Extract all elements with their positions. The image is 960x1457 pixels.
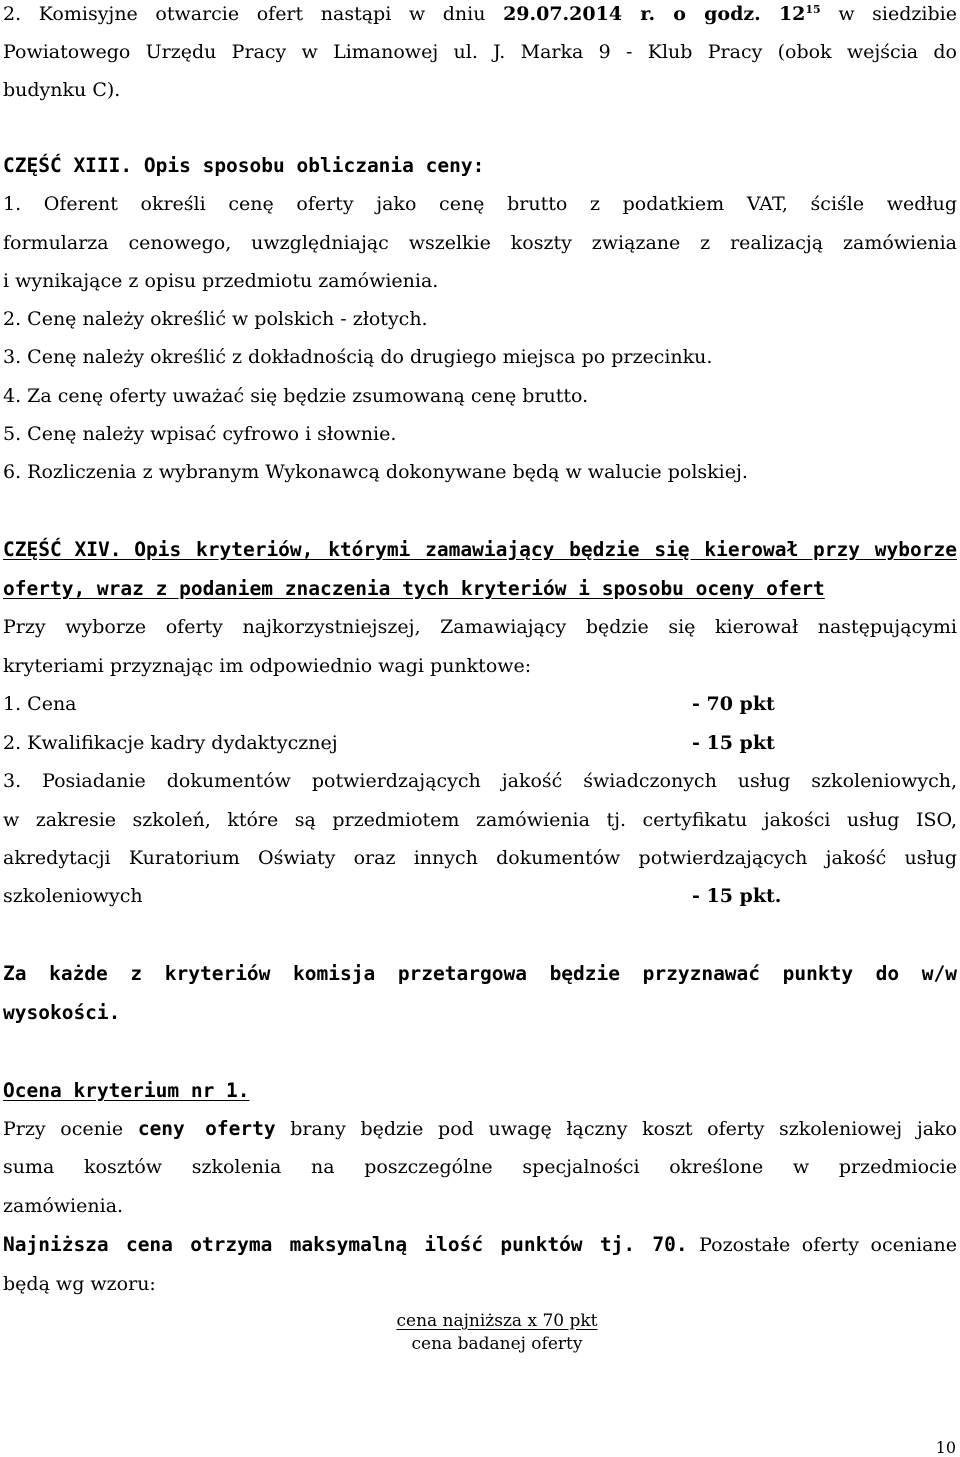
- section-xiii-item3: 3. Cenę należy określić z dokładnością do drugiego miejsca po przecinku.: [3, 346, 713, 368]
- assessment-text: Przy ocenie: [3, 1118, 138, 1140]
- criterion-3-line3: akredytacji Kuratorium Oświaty oraz innych dokumentów potwierdzających jakość usług: [3, 847, 957, 869]
- formula-numerator-text: cena najniższa x 70 pkt: [396, 1311, 598, 1331]
- section-xiv-heading-line2: oferty, wraz z podaniem znaczenia tych kryteriów i sposobu oceny ofert: [3, 577, 825, 600]
- criterion-2-points: - 15 pkt: [692, 732, 775, 754]
- opening-time-minutes: 15: [805, 3, 821, 16]
- section-xiv-intro-line1: Przy wyborze oferty najkorzystniejszej, Zamawiający będzie się kierował następującymi: [3, 616, 957, 638]
- criterion-1-points: - 70 pkt: [692, 693, 775, 715]
- section-xiii-heading: CZĘŚĆ XIII. Opis sposobu obliczania ceny:: [3, 154, 485, 177]
- criterion-2: [3, 731, 957, 755]
- criterion-3-line1: 3. Posiadanie dokumentów potwierdzających jakość świadczonych usług szkoleniowych,: [3, 770, 957, 792]
- assessment-heading: Ocena kryterium nr 1.: [3, 1079, 250, 1102]
- item2-text: 2. Komisyjne otwarcie ofert nastąpi w dniu: [3, 3, 504, 25]
- section-xiv-heading-line1: [3, 538, 957, 562]
- section-xii-item2-line2: Powiatowego Urzędu Pracy w Limanowej ul. J. Marka 9 - Klub Pracy (obok wejścia do: [3, 41, 957, 63]
- formula-numerator: [0, 1310, 960, 1332]
- section-xiii-item1-line2: formularza cenowego, uwzględniając wszelkie koszty związane z realizacją zamówienia: [3, 232, 957, 254]
- formula-denominator: cena badanej oferty: [411, 1334, 583, 1354]
- lowest-price-line2: będą wg wzoru:: [3, 1273, 156, 1295]
- page-number: 10: [935, 1438, 956, 1457]
- section-xiii-item4: 4. Za cenę oferty uważać się będzie zsumowaną cenę brutto.: [3, 385, 589, 407]
- section-xii-item2-line3: budynku C).: [3, 79, 121, 101]
- criterion-3-last-word: szkoleniowych: [3, 885, 143, 907]
- assessment-line1: [3, 1117, 957, 1141]
- assessment-text-end: brany będzie pod uwagę łączny koszt oferty szkoleniowej jako: [275, 1118, 957, 1140]
- section-xiv-intro-line2: kryteriami przyznając im odpowiednio wagi punktowe:: [3, 655, 532, 677]
- section-xii-item2-line1: [3, 2, 957, 26]
- commission-note-line2: wysokości.: [3, 1001, 121, 1024]
- commission-note-line1: Za każde z kryteriów komisja przetargowa będzie przyznawać punkty do w/w: [3, 962, 957, 985]
- criterion-3-line4: [3, 884, 957, 908]
- section-xiv-prefix: CZĘŚĆ XIV.: [3, 538, 122, 561]
- assessment-line3: zamówienia.: [3, 1195, 124, 1217]
- item2-text-end: w siedzibie: [820, 3, 957, 25]
- lowest-price-line1: [3, 1233, 957, 1257]
- section-xiii-item2: 2. Cenę należy określić w polskich - złotych.: [3, 308, 428, 330]
- criterion-3-points: - 15 pkt.: [692, 885, 782, 907]
- section-xiii-item5: 5. Cenę należy wpisać cyfrowo i słownie.: [3, 423, 397, 445]
- criterion-1: [3, 692, 957, 716]
- lowest-price-text: Pozostałe oferty oceniane: [687, 1234, 957, 1256]
- section-xiv-title: Opis kryteriów, którymi zamawiający będzie się kierował przy wyborze: [134, 538, 957, 561]
- assessment-line2: suma kosztów szkolenia na poszczególne specjalności określone w przedmiocie: [3, 1156, 957, 1178]
- section-xiii-item1-line3: i wynikające z opisu przedmiotu zamówienia.: [3, 270, 439, 292]
- section-xiii-item1-line1: 1. Oferent określi cenę oferty jako cenę brutto z podatkiem VAT, ściśle według: [3, 193, 957, 215]
- criterion-3-line2: w zakresie szkoleń, które są przedmiotem zamówienia tj. certyfikatu jakości usług ISO,: [3, 809, 957, 831]
- section-xiii-item6: 6. Rozliczenia z wybranym Wykonawcą dokonywane będą w walucie polskiej.: [3, 461, 748, 483]
- price-term: ceny oferty: [137, 1117, 276, 1140]
- opening-date: 29.07.2014 r. o godz. 12: [503, 3, 806, 25]
- lowest-price-rule: Najniższa cena otrzyma maksymalną ilość punktów tj. 70.: [3, 1233, 688, 1256]
- criterion-1-label: 1. Cena: [3, 693, 77, 715]
- criterion-2-label: 2. Kwalifikacje kadry dydaktycznej: [3, 732, 338, 754]
